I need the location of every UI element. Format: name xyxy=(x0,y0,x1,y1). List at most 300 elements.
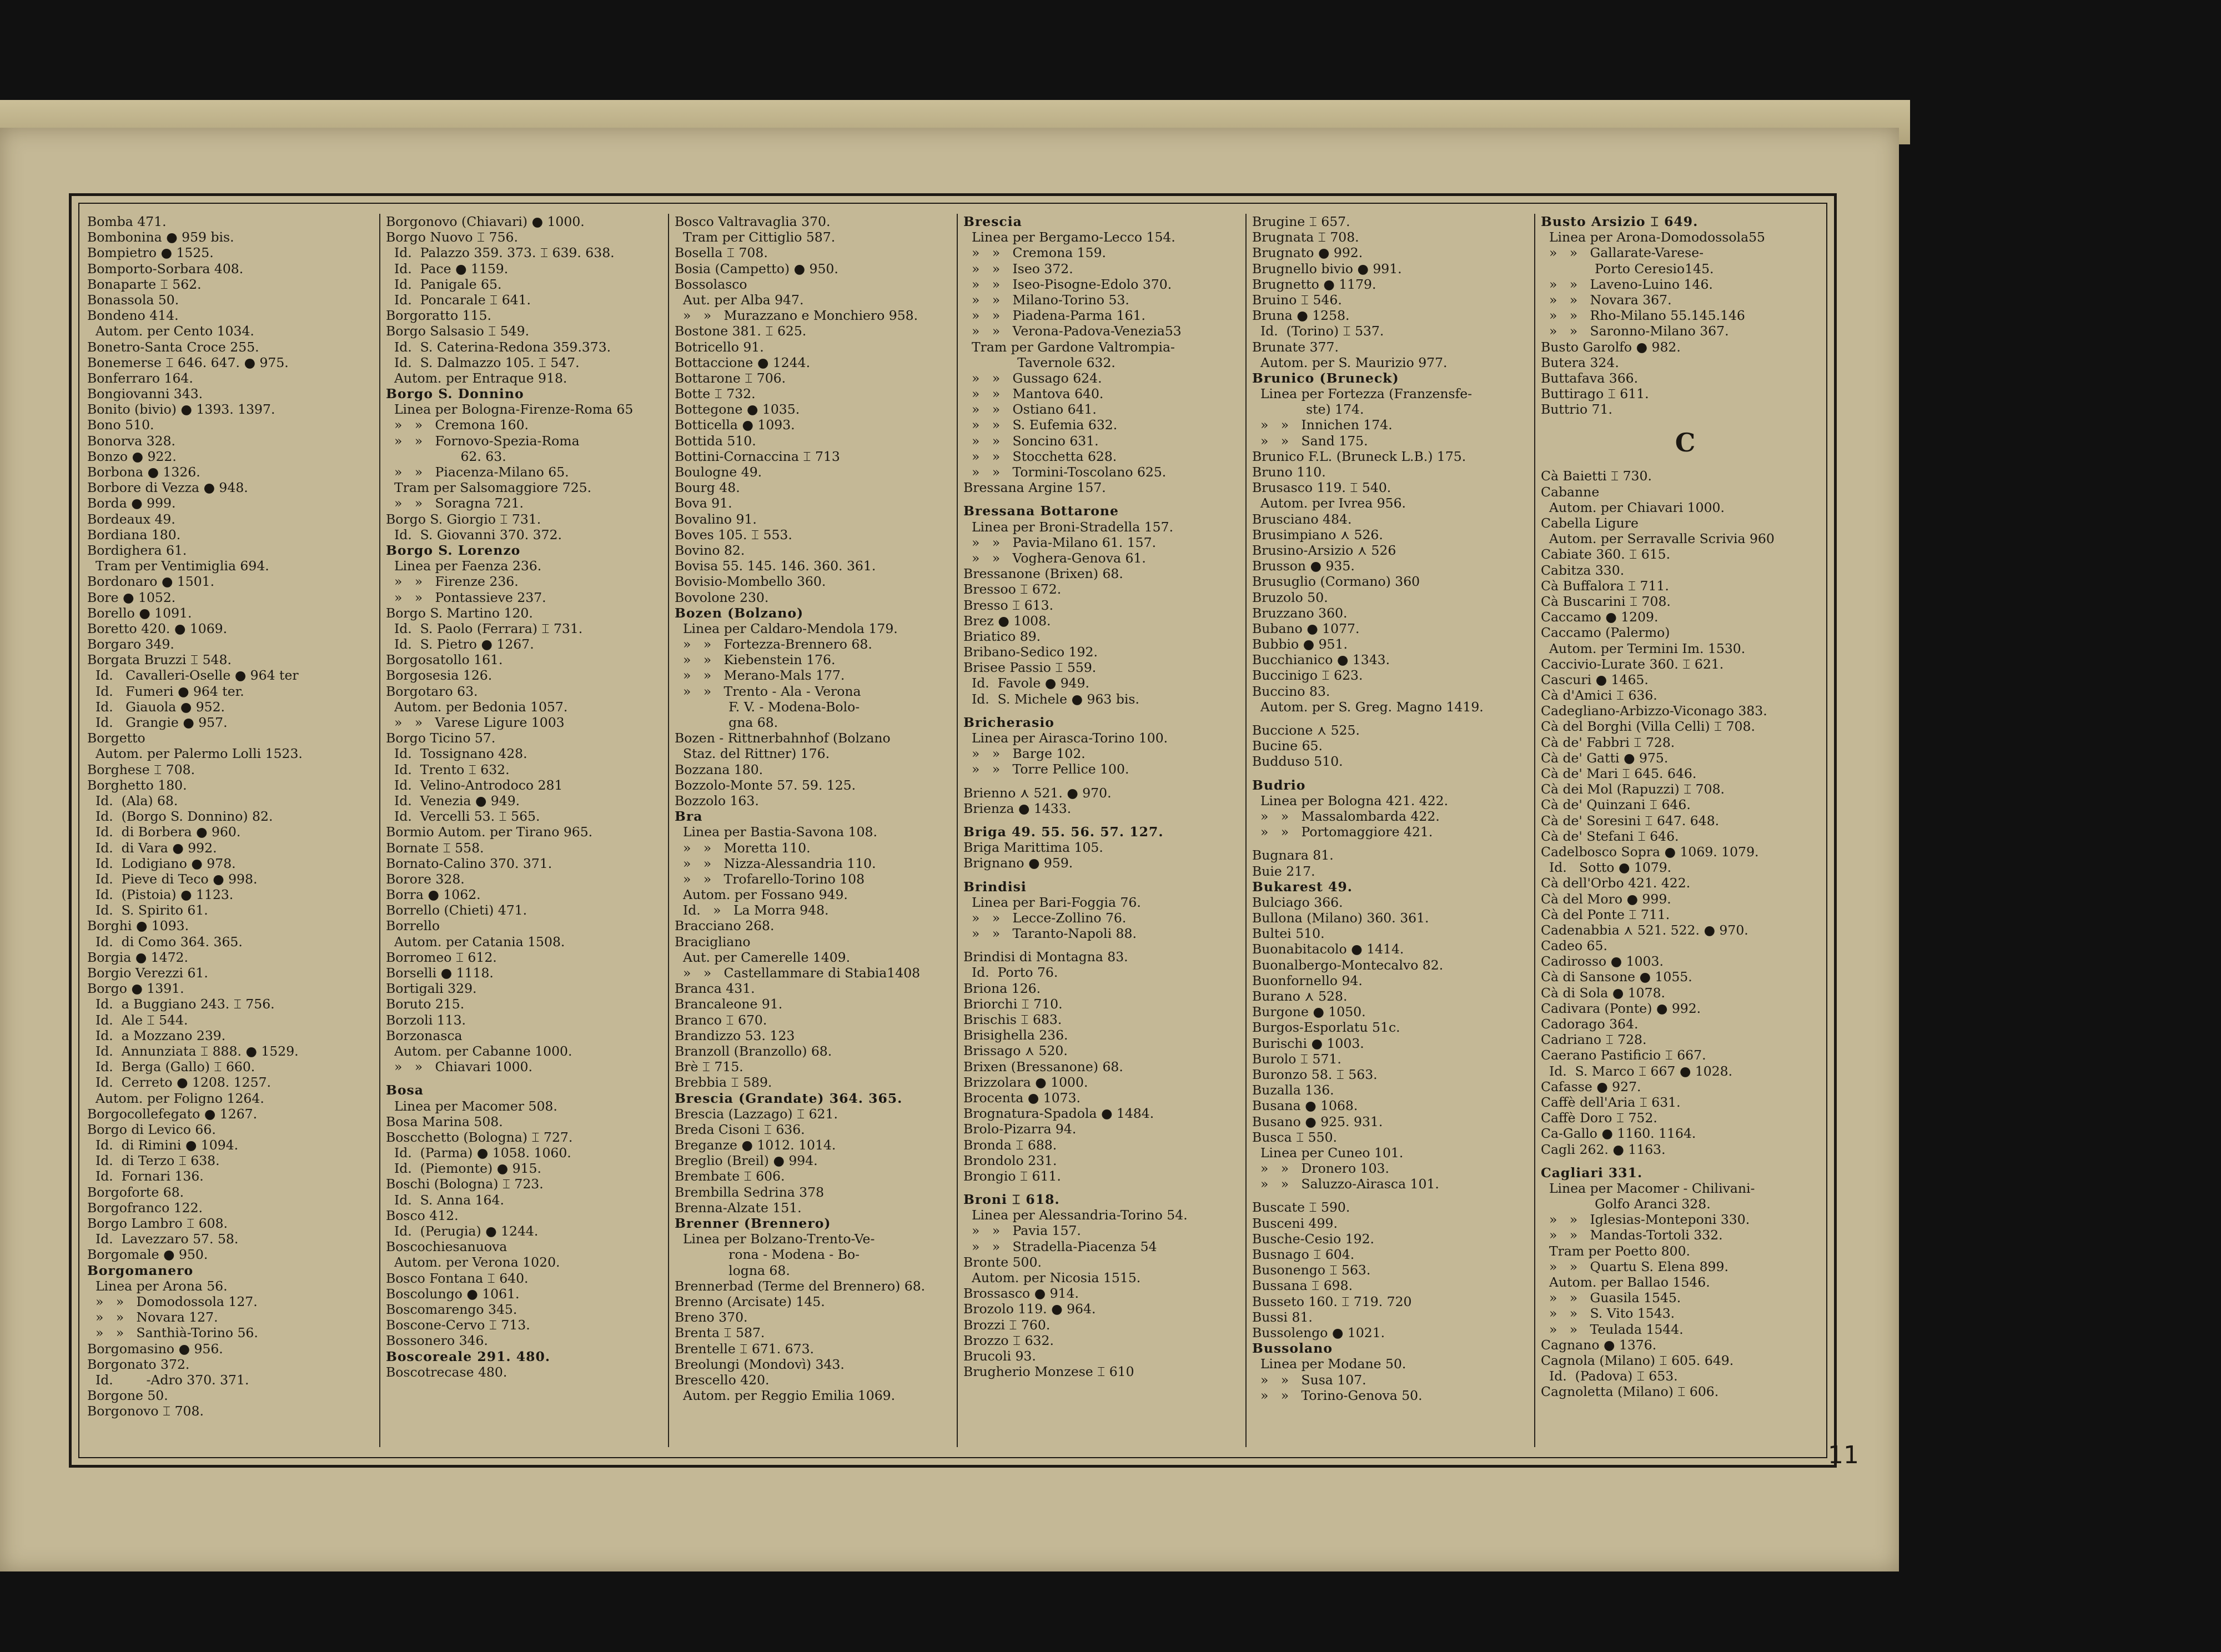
index-entry: Bruino ⌶ 546. xyxy=(1252,292,1342,308)
index-entry xyxy=(1252,715,1541,722)
index-entry: Boscolungo ● 1061. xyxy=(386,1286,520,1302)
index-entry: » » Moretta 110. xyxy=(675,840,811,856)
index-entry: Bovalino 91. xyxy=(675,511,757,527)
index-entry: Brandizzo 53. 123 xyxy=(675,1027,795,1043)
index-entry: Briorchi ⌶ 710. xyxy=(963,996,1063,1012)
index-entry: Boscochiesanuova xyxy=(386,1239,507,1255)
index-entry: Brocenta ● 1073. xyxy=(963,1089,1081,1106)
index-entry: Id. Vercelli 53. ⌶ 565. xyxy=(386,809,540,825)
index-entry: » » Mantova 640. xyxy=(963,386,1104,402)
index-entry: Bortigali 329. xyxy=(386,981,477,997)
index-entry xyxy=(386,1074,675,1082)
index-entry: » » Saluzzo-Airasca 101. xyxy=(1252,1176,1439,1192)
index-entry: Id. a Buggiano 243. ⌶ 756. xyxy=(87,996,275,1012)
index-entry: » » Guasila 1545. xyxy=(1541,1290,1681,1306)
index-entry: Id. S. Dalmazzo 105. ⌶ 547. xyxy=(386,354,580,370)
index-entry: Burgos-Esporlatu 51c. xyxy=(1252,1020,1400,1036)
index-entry: Linea per Modane 50. xyxy=(1252,1356,1406,1372)
index-entry: » » Nizza-Alessandria 110. xyxy=(675,855,876,871)
index-entry: » » Piadena-Parma 161. xyxy=(963,308,1145,324)
index-entry: Borgonovo (Chiavari) ● 1000. xyxy=(386,214,585,229)
index-entry: Brucoli 93. xyxy=(963,1348,1036,1364)
index-entry: Bussana ⌶ 698. xyxy=(1252,1278,1353,1294)
index-entry: Id. Sotto ● 1079. xyxy=(1541,860,1672,876)
index-entry: Id. (Perugia) ● 1244. xyxy=(386,1223,539,1239)
index-entry: 62. 63. xyxy=(386,448,506,464)
index-entry: Bosco Fontana ⌶ 640. xyxy=(386,1270,529,1286)
index-entry: Borgo S. Giorgio ⌶ 731. xyxy=(386,511,541,527)
index-entry: Borgomasino ● 956. xyxy=(87,1340,223,1357)
index-entry: Bronda ⌶ 688. xyxy=(963,1137,1057,1153)
index-entry: Borgonato 372. xyxy=(87,1356,190,1372)
index-entry: Bressoo ⌶ 672. xyxy=(963,581,1062,597)
index-entry: Bozzana 180. xyxy=(675,761,763,777)
index-entry: Brusciano 484. xyxy=(1252,511,1352,527)
index-entry: » » Susa 107. xyxy=(1252,1372,1366,1388)
index-entry: Buccinigo ⌶ 623. xyxy=(1252,667,1363,684)
index-entry: Bordighera 61. xyxy=(87,542,187,558)
index-entry: Buonalbergo-Montecalvo 82. xyxy=(1252,957,1444,973)
index-entry: Brunico F.L. (Bruneck L.B.) 175. xyxy=(1252,448,1466,464)
index-entry: » » Voghera-Genova 61. xyxy=(963,550,1146,566)
index-entry: Tram per Cittiglio 587. xyxy=(675,229,836,245)
index-entry: » » Stocchetta 628. xyxy=(963,448,1117,464)
index-entry: Bosco 412. xyxy=(386,1207,459,1223)
index-entry: Butera 324. xyxy=(1541,354,1619,370)
index-entry: Bussi 81. xyxy=(1252,1309,1313,1325)
index-entry: Borgio Verezzi 61. xyxy=(87,965,208,981)
index-entry: Boschi (Bologna) ⌶ 723. xyxy=(386,1176,544,1192)
index-entry: Autom. per S. Maurizio 977. xyxy=(1252,354,1448,370)
index-entry: Cadivara (Ponte) ● 992. xyxy=(1541,1000,1701,1016)
index-entry: Buttrio 71. xyxy=(1541,401,1613,418)
index-entry: Bracciano 268. xyxy=(675,918,775,934)
index-entry: Brusino-Arsizio ⋏ 526 xyxy=(1252,542,1396,558)
index-entry: Autom. per Cento 1034. xyxy=(87,323,254,339)
index-entry: Brunate 377. xyxy=(1252,339,1339,355)
index-entry: » » S. Eufemia 632. xyxy=(963,417,1118,433)
index-entry: Cagnano ● 1376. xyxy=(1541,1337,1657,1353)
index-entry: Linea per Bologna 421. 422. xyxy=(1252,792,1449,809)
index-entry: Breglio (Breil) ● 994. xyxy=(675,1153,818,1169)
index-entry: » » Laveno-Luino 146. xyxy=(1541,276,1713,292)
index-column-4 xyxy=(963,214,1252,1447)
column-divider xyxy=(379,214,380,1447)
index-entry: Cà de' Gatti ● 975. xyxy=(1541,750,1669,766)
index-entry: Buccino 83. xyxy=(1252,683,1330,699)
index-entry: » » Rho-Milano 55.145.146 xyxy=(1541,308,1745,324)
index-entry: Autom. per Cabanne 1000. xyxy=(386,1043,572,1059)
index-entry: Brisighella 236. xyxy=(963,1027,1068,1043)
index-entry: Bovisio-Mombello 360. xyxy=(675,574,826,590)
index-entry: Bozzolo-Monte 57. 59. 125. xyxy=(675,777,856,793)
index-entry: Id. Lodigiano ● 978. xyxy=(87,855,236,871)
index-entry: Bribano-Sedico 192. xyxy=(963,644,1098,660)
index-entry: Boscone-Cervo ⌶ 713. xyxy=(386,1317,530,1333)
index-entry: Linea per Arona 56. xyxy=(87,1278,228,1294)
index-entry: Bubano ● 1077. xyxy=(1252,620,1360,636)
index-entry: Id. S. Paolo (Ferrara) ⌶ 731. xyxy=(386,620,583,636)
index-entry: Cà di Sola ● 1078. xyxy=(1541,985,1665,1001)
index-entry: Linea per Fortezza (Franzensfe- xyxy=(1252,386,1473,402)
column-divider xyxy=(1534,214,1535,1447)
index-entry: Bongiovanni 343. xyxy=(87,386,203,402)
index-entry: Cabella Ligure xyxy=(1541,515,1639,531)
index-entry: Budduso 510. xyxy=(1252,754,1343,770)
index-entry: Busto Arsizio ⌶ 649. xyxy=(1541,214,1699,229)
index-entry: Borda ● 999. xyxy=(87,495,176,511)
index-entry: Cà de' Quinzani ⌶ 646. xyxy=(1541,797,1691,813)
index-entry: Brentelle ⌶ 671. 673. xyxy=(675,1340,814,1357)
index-entry: Autom. per Ivrea 956. xyxy=(1252,495,1406,511)
index-entry: Brescia (Grandate) 364. 365. xyxy=(675,1090,903,1106)
index-entry: C xyxy=(1675,428,1696,458)
index-entry: Bukarest 49. xyxy=(1252,878,1353,895)
index-entry: Borgo Nuovo ⌶ 756. xyxy=(386,229,518,245)
index-entry: Brugine ⌶ 657. xyxy=(1252,214,1350,229)
index-entry: » » Fortezza-Brennero 68. xyxy=(675,636,872,652)
index-entry: » » Cremona 159. xyxy=(963,245,1107,261)
index-entry: Id. Fumeri ● 964 ter. xyxy=(87,683,244,699)
index-entry: Brusasco 119. ⌶ 540. xyxy=(1252,480,1391,496)
index-entry: gna 68. xyxy=(675,715,778,730)
index-entry: » » Innichen 174. xyxy=(1252,417,1393,433)
index-entry: Borgo S. Donnino xyxy=(386,386,524,402)
index-entry: Linea per Bolzano-Trento-Ve- xyxy=(675,1231,875,1247)
index-entry: Id. Fornari 136. xyxy=(87,1168,204,1184)
index-entry: » » Cremona 160. xyxy=(386,417,529,433)
index-entry: Bussolano xyxy=(1252,1340,1333,1357)
index-entry: Bordonaro ● 1501. xyxy=(87,574,215,590)
index-entry: Borgo ● 1391. xyxy=(87,981,184,997)
index-entry: Id. a Mozzano 239. xyxy=(87,1027,226,1043)
index-entry: Id. S. Giovanni 370. 372. xyxy=(386,526,562,543)
index-entry: Borselli ● 1118. xyxy=(386,965,494,981)
column-divider xyxy=(668,214,669,1447)
index-entry: Id. Pieve di Teco ● 998. xyxy=(87,871,258,887)
page-frame xyxy=(69,193,1837,1468)
index-entry: Brindisi di Montagna 83. xyxy=(963,949,1128,965)
index-entry: Cadenabbia ⋏ 521. 522. ● 970. xyxy=(1541,922,1748,938)
index-entry: Cà del Borghi (Villa Celli) ⌶ 708. xyxy=(1541,719,1755,735)
index-entry: » » Lecce-Zollino 76. xyxy=(963,910,1127,926)
index-entry: Boretto 420. ● 1069. xyxy=(87,620,228,636)
index-entry: Bomba 471. xyxy=(87,214,167,229)
index-entry: Id. Favole ● 949. xyxy=(963,675,1090,691)
index-entry: Bompietro ● 1525. xyxy=(87,245,214,261)
index-entry: » » Novara 367. xyxy=(1541,292,1672,308)
index-entry: Caffè dell'Aria ⌶ 631. xyxy=(1541,1094,1681,1110)
index-entry: » » Santhià-Torino 56. xyxy=(87,1325,258,1341)
index-entry: » » Chiavari 1000. xyxy=(386,1059,532,1075)
index-entry: » » Trento - Ala - Verona xyxy=(675,683,861,699)
index-entry xyxy=(1541,460,1830,468)
index-entry: Cascuri ● 1465. xyxy=(1541,671,1649,687)
index-entry: Tram per Poetto 800. xyxy=(1541,1243,1691,1259)
index-entry: Bosco Valtravaglia 370. xyxy=(675,214,831,229)
index-entry: Brebbia ⌶ 589. xyxy=(675,1074,772,1091)
index-entry: Borgia ● 1472. xyxy=(87,949,188,965)
index-entry: Bossonero 346. xyxy=(386,1333,488,1349)
index-entry: » » Soragna 721. xyxy=(386,495,524,511)
index-entry: Briona 126. xyxy=(963,980,1041,996)
index-entry: » » Varese Ligure 1003 xyxy=(386,715,565,730)
index-entry: » » Castellammare di Stabia1408 xyxy=(675,965,921,981)
index-entry: Breno 370. xyxy=(675,1309,748,1325)
index-entry: » » Barge 102. xyxy=(963,746,1086,762)
index-entry: Bugnara 81. xyxy=(1252,847,1334,863)
index-entry: Bra xyxy=(675,809,703,825)
index-entry: Id. Cavalleri-Oselle ● 964 ter xyxy=(87,667,299,684)
index-entry: Linea per Bergamo-Lecco 154. xyxy=(963,229,1175,245)
index-entry: Brè ⌶ 715. xyxy=(675,1059,743,1075)
index-entry: Bruna ● 1258. xyxy=(1252,308,1350,324)
index-entry: Borgoforte 68. xyxy=(87,1184,184,1200)
index-entry: Botticella ● 1093. xyxy=(675,417,795,433)
index-column-2 xyxy=(386,214,675,1447)
index-entry: Brennerbad (Terme del Brennero) 68. xyxy=(675,1278,926,1294)
index-entry: Brienno ⋏ 521. ● 970. xyxy=(963,785,1112,801)
index-entry: Id. -Adro 370. 371. xyxy=(87,1372,249,1388)
index-entry: Brongio ⌶ 611. xyxy=(963,1168,1061,1184)
index-entry: Brissago ⋏ 520. xyxy=(963,1043,1068,1059)
index-entry: Brognatura-Spadola ● 1484. xyxy=(963,1106,1154,1122)
index-entry: » » Merano-Mals 177. xyxy=(675,667,845,684)
index-entry: Bornate ⌶ 558. xyxy=(386,840,484,856)
index-entry: Bullona (Milano) 360. 361. xyxy=(1252,910,1429,926)
index-entry: Bovisa 55. 145. 146. 360. 361. xyxy=(675,558,876,574)
index-entry: » » Dronero 103. xyxy=(1252,1161,1389,1177)
index-entry: Aut. per Camerelle 1409. xyxy=(675,949,851,965)
index-entry: » » Pavia-Milano 61. 157. xyxy=(963,534,1157,550)
index-entry: Tram per Salsomaggiore 725. xyxy=(386,480,592,496)
index-entry: Borghi ● 1093. xyxy=(87,918,189,934)
index-entry: Staz. del Rittner) 176. xyxy=(675,746,830,762)
index-entry: Borgo S. Lorenzo xyxy=(386,542,521,558)
index-entry: Cadegliano-Arbizzo-Viconago 383. xyxy=(1541,703,1767,719)
index-entry xyxy=(963,871,1252,879)
index-entry: Brescia xyxy=(963,214,1022,229)
index-entry: Bottida 510. xyxy=(675,433,756,449)
index-entry: Bronte 500. xyxy=(963,1254,1042,1270)
index-entry: Brembate ⌶ 606. xyxy=(675,1168,785,1184)
index-entry: Cadirosso ● 1003. xyxy=(1541,953,1664,970)
index-entry: Autom. per Fossano 949. xyxy=(675,887,848,903)
index-entry: Bottarone ⌶ 706. xyxy=(675,370,786,386)
index-entry: Id. di Rimini ● 1094. xyxy=(87,1137,239,1153)
column-divider xyxy=(957,214,958,1447)
index-entry: Id. Porto 76. xyxy=(963,965,1058,981)
index-entry: Burano ⋏ 528. xyxy=(1252,988,1348,1004)
index-column-1 xyxy=(87,214,376,1447)
index-entry: Caccamo (Palermo) xyxy=(1541,625,1670,641)
index-entry: Buonabitacolo ● 1414. xyxy=(1252,941,1404,957)
index-entry xyxy=(963,941,1252,949)
index-entry: Burolo ⌶ 571. xyxy=(1252,1051,1341,1067)
index-entry: Borbona ● 1326. xyxy=(87,464,200,480)
index-entry: Buie 217. xyxy=(1252,863,1315,879)
index-entry: Brembilla Sedrina 378 xyxy=(675,1184,825,1200)
index-entry: » » Soncino 631. xyxy=(963,433,1099,449)
index-entry: Id. Velino-Antrodoco 281 xyxy=(386,777,563,793)
index-entry: Bulciago 366. xyxy=(1252,894,1343,910)
index-column-5 xyxy=(1252,214,1541,1447)
index-entry: Linea per Bastia-Savona 108. xyxy=(675,824,877,840)
index-entry: » » Novara 127. xyxy=(87,1309,218,1325)
index-entry: » » Stradella-Piacenza 54 xyxy=(963,1238,1157,1254)
index-entry: Boscoreale 291. 480. xyxy=(386,1348,551,1364)
index-entry: » » Quartu S. Elena 899. xyxy=(1541,1258,1728,1274)
index-entry: Brozzi ⌶ 760. xyxy=(963,1317,1051,1333)
index-entry: Brenna-Alzate 151. xyxy=(675,1199,802,1216)
index-entry: » » Sand 175. xyxy=(1252,433,1368,449)
index-entry: Bornato-Calino 370. 371. xyxy=(386,855,552,871)
index-entry: Bressana Bottarone xyxy=(963,503,1119,519)
index-entry: Tram per Gardone Valtrompia- xyxy=(963,339,1175,355)
index-entry: Bondeno 414. xyxy=(87,308,179,324)
index-entry: Cadorago 364. xyxy=(1541,1016,1639,1032)
index-entry: Bonorva 328. xyxy=(87,433,176,449)
index-entry: » » Trofarello-Torino 108 xyxy=(675,871,865,887)
index-entry: Borgoratto 115. xyxy=(386,308,491,324)
index-entry: Bonito (bivio) ● 1393. 1397. xyxy=(87,401,275,418)
index-entry: » » Gallarate-Varese- xyxy=(1541,245,1704,261)
index-entry: Brindisi xyxy=(963,878,1027,895)
index-entry: Bovolone 230. xyxy=(675,589,769,605)
index-entry: » » Portomaggiore 421. xyxy=(1252,824,1433,840)
index-entry: Brenner (Brennero) xyxy=(675,1216,831,1231)
index-entry: Borgosesia 126. xyxy=(386,667,493,684)
index-entry: Boulogne 49. xyxy=(675,464,762,480)
index-entry: Briga Marittima 105. xyxy=(963,840,1103,856)
index-entry: Cagnoletta (Milano) ⌶ 606. xyxy=(1541,1384,1719,1400)
index-entry: Borromeo ⌶ 612. xyxy=(386,949,497,965)
index-entry: Bussolengo ● 1021. xyxy=(1252,1324,1385,1340)
index-entry: Bordiana 180. xyxy=(87,526,181,543)
index-entry: Busnago ⌶ 604. xyxy=(1252,1247,1355,1262)
index-entry: Id. (Torino) ⌶ 537. xyxy=(1252,323,1384,339)
index-entry: Brenta ⌶ 587. xyxy=(675,1325,765,1341)
index-entry: Autom. per Ballao 1546. xyxy=(1541,1274,1710,1290)
index-entry xyxy=(963,1184,1252,1192)
index-entry: Bucchianico ● 1343. xyxy=(1252,652,1390,668)
index-entry: Id. Panigale 65. xyxy=(386,276,502,292)
index-entry: Borore 328. xyxy=(386,871,465,887)
index-entry: Autom. per Nicosia 1515. xyxy=(963,1270,1141,1286)
index-entry: Bozzolo 163. xyxy=(675,792,759,809)
index-entry: Busca ⌶ 550. xyxy=(1252,1129,1338,1145)
index-entry: » » Taranto-Napoli 88. xyxy=(963,926,1137,942)
index-entry: » » Murazzano e Monchiero 958. xyxy=(675,308,918,324)
index-entry xyxy=(1252,1192,1541,1199)
index-entry: Branco ⌶ 670. xyxy=(675,1012,767,1028)
index-entry: » » Kiebenstein 176. xyxy=(675,652,836,668)
index-entry xyxy=(963,816,1252,824)
index-entry: Buzalla 136. xyxy=(1252,1082,1334,1098)
index-entry: Brez ● 1008. xyxy=(963,612,1051,629)
index-entry: Id. Grangie ● 957. xyxy=(87,715,228,730)
index-entry xyxy=(1541,1157,1830,1165)
index-entry: » » Torre Pellice 100. xyxy=(963,761,1129,777)
index-entry: Brancaleone 91. xyxy=(675,996,783,1012)
index-entry: Porto Ceresio145. xyxy=(1541,260,1714,277)
index-entry: Briatico 89. xyxy=(963,628,1041,644)
index-entry: Cà de' Soresini ⌶ 647. 648. xyxy=(1541,812,1720,828)
index-entry: Breolungi (Mondovì) 343. xyxy=(675,1356,845,1372)
index-entry: Borgosatollo 161. xyxy=(386,652,503,668)
index-entry: logna 68. xyxy=(675,1262,790,1278)
index-entry: rona - Modena - Bo- xyxy=(675,1247,860,1263)
index-entry: Id. Palazzo 359. 373. ⌶ 639. 638. xyxy=(386,245,615,261)
index-entry: Id. Poncarale ⌶ 641. xyxy=(386,292,531,308)
index-entry: Borgo Salsasio ⌶ 549. xyxy=(386,323,530,339)
index-entry: Brugnata ⌶ 708. xyxy=(1252,229,1359,245)
index-entry: F. V. - Modena-Bolo- xyxy=(675,699,860,715)
index-entry: Autom. per Verona 1020. xyxy=(386,1254,560,1271)
index-entry: Branzoll (Branzollo) 68. xyxy=(675,1043,832,1059)
index-entry: Brienza ● 1433. xyxy=(963,800,1072,816)
index-entry: Bormio Autom. per Tirano 965. xyxy=(386,824,593,840)
index-entry: Borgo di Levico 66. xyxy=(87,1121,216,1137)
index-entry: Bottini-Cornaccina ⌶ 713 xyxy=(675,448,840,464)
index-entry: Bombonina ● 959 bis. xyxy=(87,229,234,245)
index-entry: Bore ● 1052. xyxy=(87,589,176,605)
index-entry: Borghetto 180. xyxy=(87,777,187,793)
index-entry: Borgocollefegato ● 1267. xyxy=(87,1106,258,1122)
index-entry: Brozolo 119. ● 964. xyxy=(963,1301,1096,1317)
index-entry: Botricello 91. xyxy=(675,339,764,355)
index-entry: Linea per Macomer 508. xyxy=(386,1098,557,1114)
index-entry: Bourg 48. xyxy=(675,480,740,496)
index-entry: Borrello (Chieti) 471. xyxy=(386,902,527,918)
index-column-3 xyxy=(675,214,963,1447)
index-entry: Bosa xyxy=(386,1082,424,1098)
index-entry: » » Verona-Padova-Venezia53 xyxy=(963,323,1182,339)
index-entry xyxy=(963,707,1252,715)
index-entry: Brozzo ⌶ 632. xyxy=(963,1332,1054,1348)
index-entry: Brusuglio (Cormano) 360 xyxy=(1252,574,1420,590)
index-entry: Bosa Marina 508. xyxy=(386,1113,503,1129)
index-entry: Id. » La Morra 948. xyxy=(675,902,829,918)
index-entry: Caccamo ● 1209. xyxy=(1541,609,1659,625)
index-entry: Borgonovo ⌶ 708. xyxy=(87,1403,204,1419)
index-entry: Bucine 65. xyxy=(1252,738,1323,754)
page-frame-inner xyxy=(78,203,1827,1458)
index-entry: » » Firenze 236. xyxy=(386,574,519,590)
index-entry: Id. (Ala) 68. xyxy=(87,792,178,809)
index-entry: Caffè Doro ⌶ 752. xyxy=(1541,1110,1657,1126)
index-entry: Bracigliano xyxy=(675,933,751,950)
index-entry: Tram per Ventimiglia 694. xyxy=(87,558,269,574)
index-entry: Brisee Passio ⌶ 559. xyxy=(963,660,1097,676)
index-entry: Autom. per Palermo Lolli 1523. xyxy=(87,746,303,762)
index-entry: Bova 91. xyxy=(675,495,732,511)
index-entry: Borello ● 1091. xyxy=(87,605,192,621)
index-entry xyxy=(1541,417,1830,425)
index-entry: Linea per Caldaro-Mendola 179. xyxy=(675,620,898,636)
index-entry: » » Pontassieve 237. xyxy=(386,589,546,605)
index-entry: Busano ● 925. 931. xyxy=(1252,1113,1383,1129)
index-entry: Id. S. Caterina-Redona 359.373. xyxy=(386,339,611,355)
index-entry: » » Tormini-Toscolano 625. xyxy=(963,464,1167,480)
index-entry: Autom. per Catania 1508. xyxy=(386,933,565,950)
index-entry: Id. Lavezzaro 57. 58. xyxy=(87,1231,239,1247)
index-entry: Bonzo ● 922. xyxy=(87,448,177,464)
index-entry: Borghese ⌶ 708. xyxy=(87,761,195,777)
index-entry: Caccivio-Lurate 360. ⌶ 621. xyxy=(1541,656,1724,672)
index-entry xyxy=(963,777,1252,785)
index-entry: Bottaccione ● 1244. xyxy=(675,354,811,370)
